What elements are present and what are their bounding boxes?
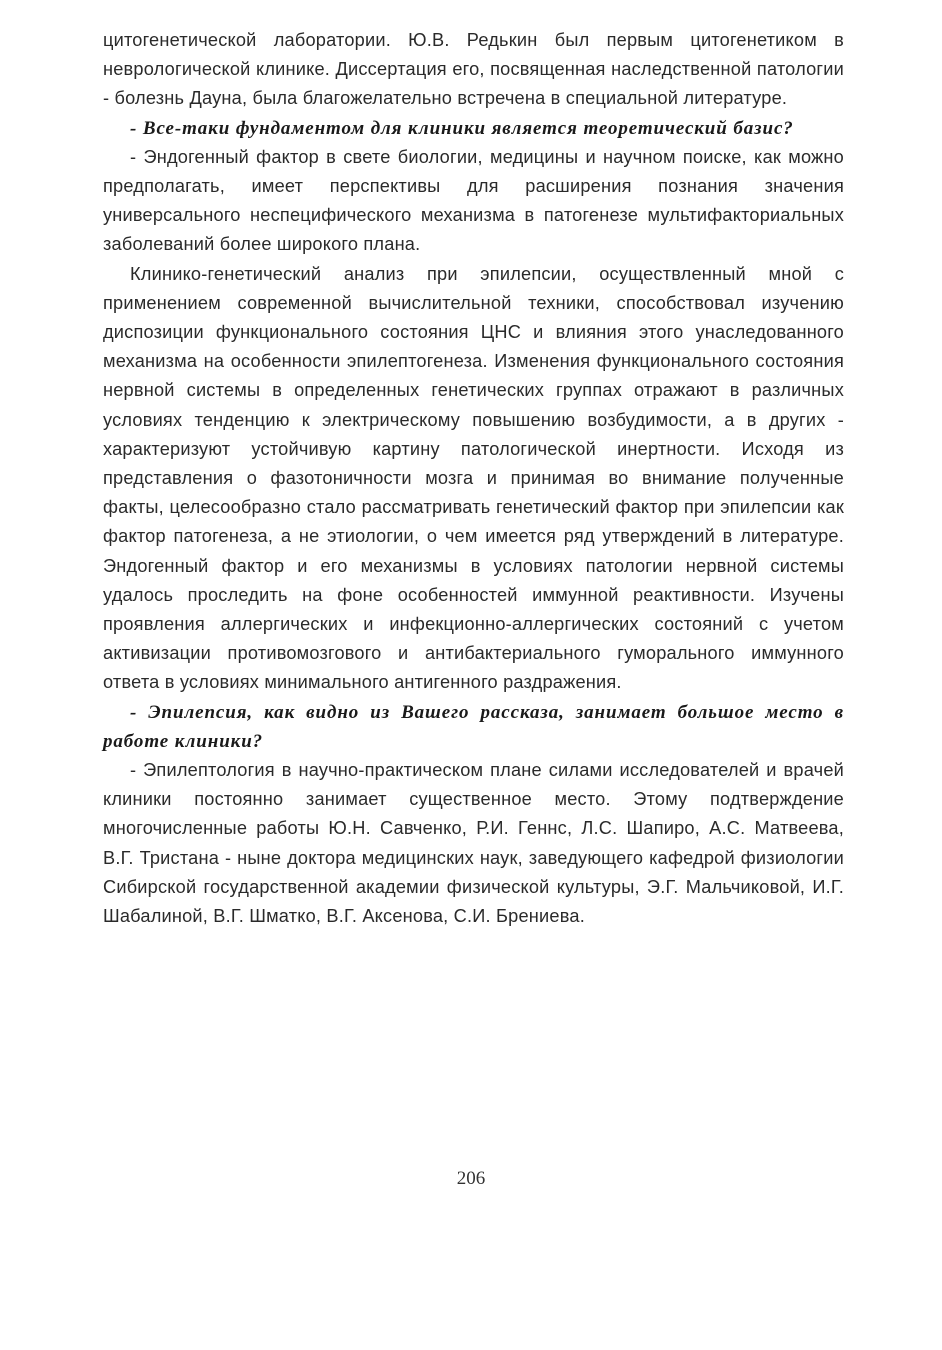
paragraph-epilepsy-analysis: Клинико-генетический анализ при эпилепсии, осуществленный мной с применением современной вычислительной техники, способствовал изучению диспозиции функционального состояния ЦНС и влияния этого унаследованного механизма на особенности эпилептогенеза. Изменения функционального состояния нервной системы в определенных генетических группах отражают в различных условиях тенденцию к электрическому повышению возбудимости, а в других - характеризуют устойчивую картину патологической инертности. Исходя из представления о фазотоничности мозга и принимая во внимание полученные факты, целесообразно стало рассматривать генетический фактор при эпилепсии как фактор патогенеза, а не этиологии, о чем имеется ряд утверждений в литературе. Эндогенный фактор и его механизмы в условиях патологии нервной системы удалось проследить на фоне особенностей иммунной реактивности. Изучены проявления аллергических и инфекционно-аллергических состояний с учетом активизации противомозгового и антибактериального гуморального иммунного ответа в условиях минимального антигенного раздражения. bbox=[103, 263, 844, 693]
interview-question: - Все-таки фундаментом для клиники является теоретический базис? bbox=[130, 117, 794, 139]
page-number: 206 bbox=[456, 1168, 486, 1189]
interview-answer: - Эпилептология в научно-практическом плане силами исследователей и врачей клиники постоянно занимает существенное место. Этому подтверждение многочисленные работы Ю.Н. Савченко, Р.И. Геннс, Л.С. Шапиро, А.С. Матвеева, В.Г. Тристана - ныне доктора медицинских наук, заведующего кафедрой физиологии Сибирской государственной академии физической культуры, Э.Г. Мальчиковой, И.Г. Шабалиной, В.Г. Шматко, В.Г. Аксенова, С.И. Брениева. bbox=[103, 760, 844, 927]
interview-question: - Эпилепсия, как видно из Вашего рассказа, занимает большое место в работе клиники? bbox=[103, 701, 844, 752]
interview-answer: - Эндогенный фактор в свете биологии, медицины и научном поиске, как можно предполагать, имеет перспективы для расширения познания значения универсального неспецифического механизма в патогенезе мультифакториальных заболеваний более широкого плана. bbox=[103, 146, 844, 255]
paragraph-intro: цитогенетической лаборатории. Ю.В. Редькин был первым цитогенетиком в неврологической клинике. Диссертация его, посвященная наследственной патологии - болезнь Дауна, была благожелательно встречена в специальной литературе. bbox=[103, 30, 844, 109]
page-text bbox=[103, 26, 844, 931]
